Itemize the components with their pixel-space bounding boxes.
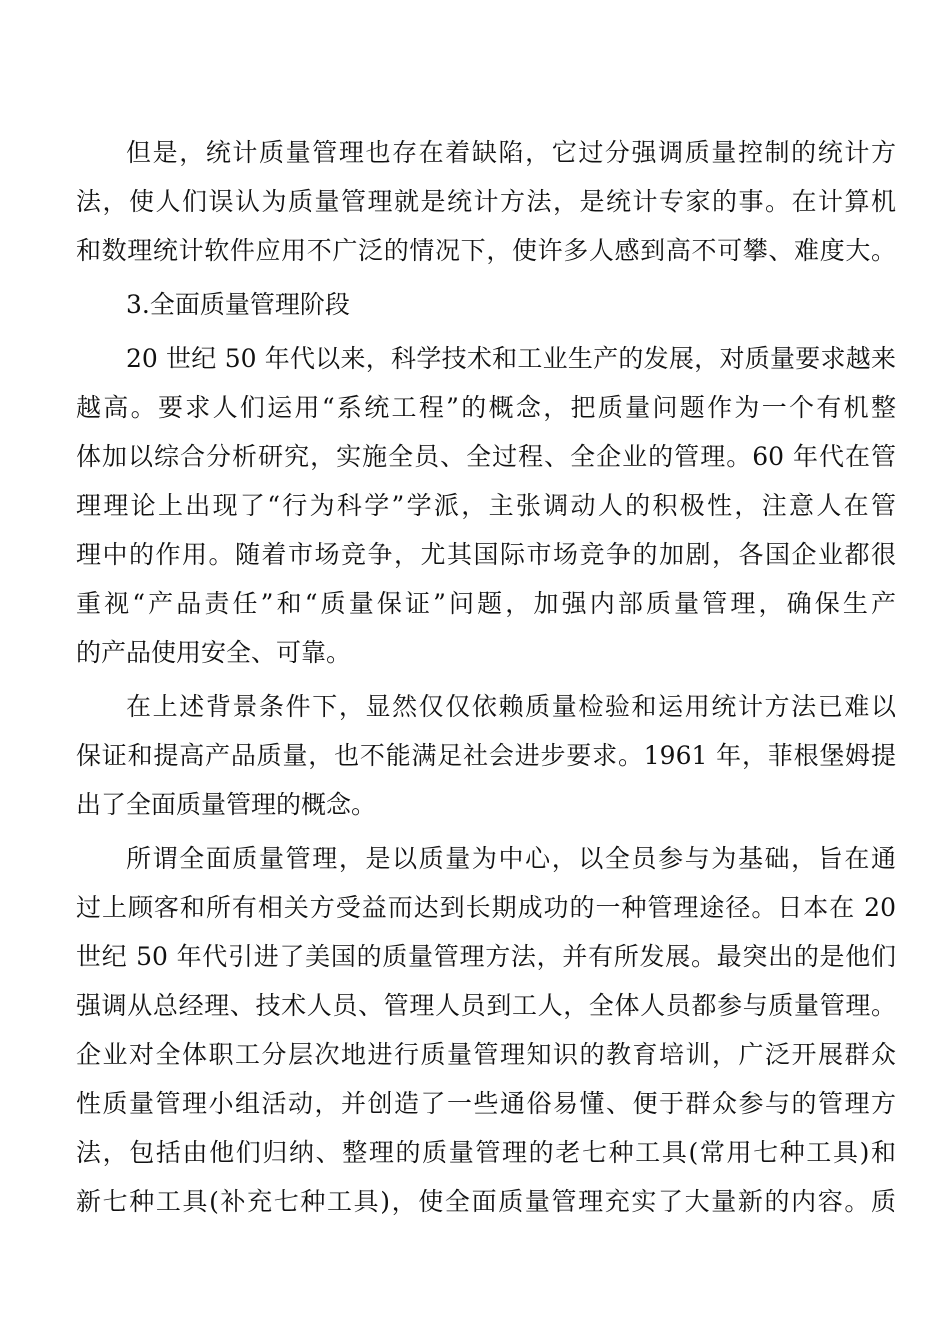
paragraph-3-line-6: 重视“产品责任”和“质量保证”问题，加强内部质量管理，确保生产 [76, 589, 896, 618]
paragraph-3-line-2: 越高。要求人们运用“系统工程”的概念，把质量问题作为一个有机整 [76, 393, 896, 422]
paragraph-1-line-1: 但是，统计质量管理也存在着缺陷，它过分强调质量控制的统计方 [126, 138, 896, 167]
section-heading: 3.全面质量管理阶段 [126, 290, 350, 319]
paragraph-5-line-4: 强调从总经理、技术人员、管理人员到工人，全体人员都参与质量管理。 [76, 991, 896, 1020]
paragraph-5-line-3: 世纪 50 年代引进了美国的质量管理方法，并有所发展。最突出的是他们 [76, 942, 896, 971]
paragraph-4-line-1: 在上述背景条件下，显然仅仅依赖质量检验和运用统计方法已难以 [126, 692, 896, 721]
paragraph-5-line-6: 性质量管理小组活动，并创造了一些通俗易懂、便于群众参与的管理方 [76, 1089, 896, 1118]
paragraph-4-line-2: 保证和提高产品质量，也不能满足社会进步要求。1961 年，菲根堡姆提 [76, 741, 896, 770]
paragraph-1-line-2: 法，使人们误认为质量管理就是统计方法，是统计专家的事。在计算机 [76, 187, 896, 216]
paragraph-5-line-8: 新七种工具(补充七种工具)，使全面质量管理充实了大量新的内容。质 [76, 1187, 896, 1216]
paragraph-5-line-5: 企业对全体职工分层次地进行质量管理知识的教育培训，广泛开展群众 [76, 1040, 896, 1069]
paragraph-5-line-7: 法，包括由他们归纳、整理的质量管理的老七种工具(常用七种工具)和 [76, 1138, 896, 1167]
paragraph-3-line-4: 理理论上出现了“行为科学”学派，主张调动人的积极性，注意人在管 [76, 491, 896, 520]
paragraph-5-line-1: 所谓全面质量管理，是以质量为中心，以全员参与为基础，旨在通 [126, 844, 896, 873]
paragraph-1-line-3: 和数理统计软件应用不广泛的情况下，使许多人感到高不可攀、难度大。 [76, 236, 896, 265]
paragraph-3-line-5: 理中的作用。随着市场竞争，尤其国际市场竞争的加剧，各国企业都很 [76, 540, 896, 569]
paragraph-3-line-1: 20 世纪 50 年代以来，科学技术和工业生产的发展，对质量要求越来 [126, 344, 896, 373]
paragraph-3-line-3: 体加以综合分析研究，实施全员、全过程、全企业的管理。60 年代在管 [76, 442, 896, 471]
paragraph-4-line-3: 出了全面质量管理的概念。 [76, 790, 377, 819]
document-body [76, 128, 896, 1226]
paragraph-3-line-7: 的产品使用安全、可靠。 [76, 638, 352, 667]
paragraph-5-line-2: 过上顾客和所有相关方受益而达到长期成功的一种管理途径。日本在 20 [76, 893, 896, 922]
